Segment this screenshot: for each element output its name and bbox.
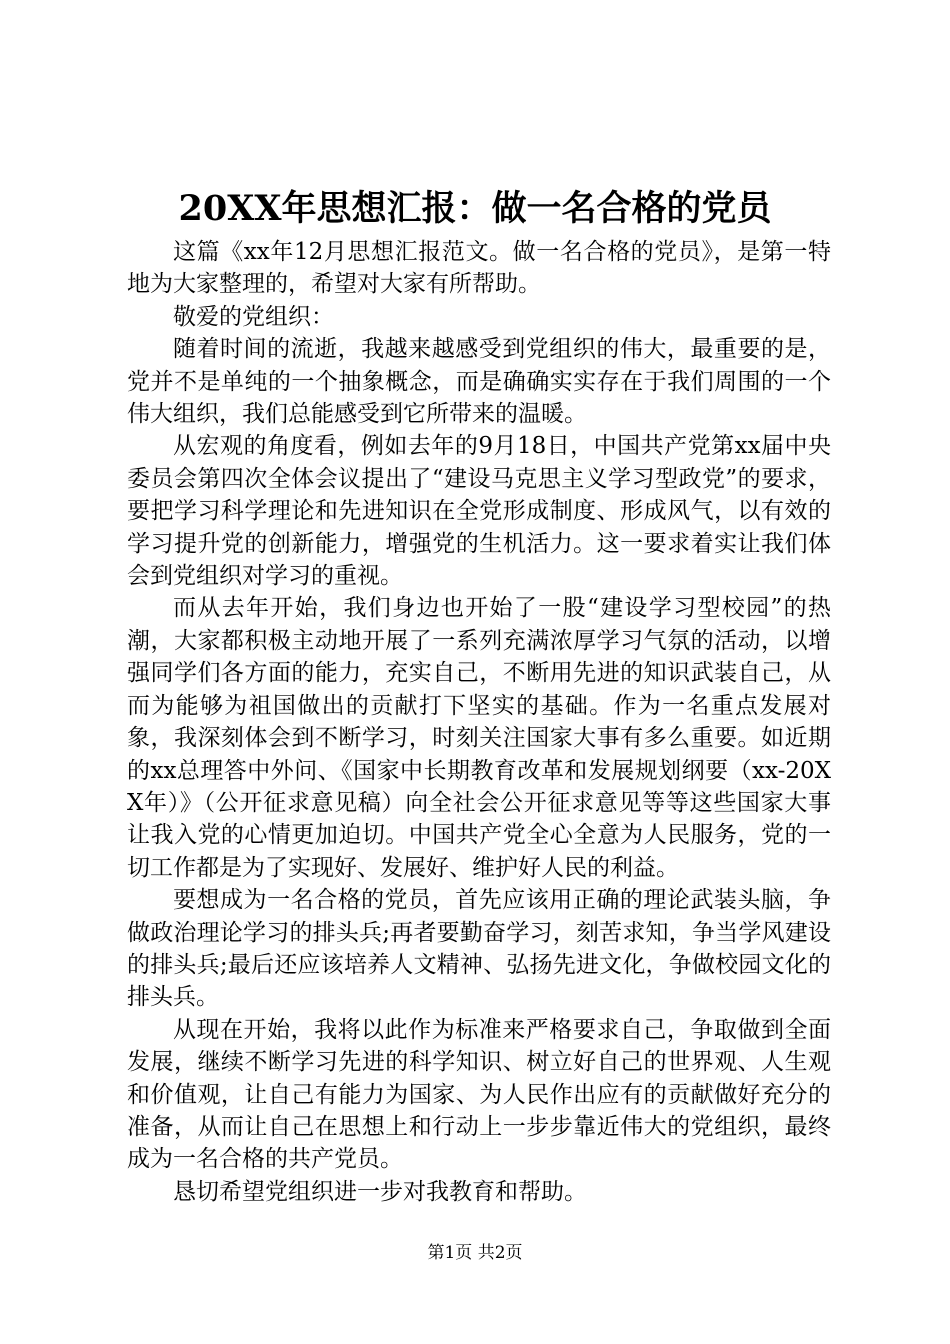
- paragraph-body: 要想成为一名合格的党员，首先应该用正确的理论武装头脑，争做政治理论学习的排头兵;再者要勤奋学习，刻苦求知，争当学风建设的排头兵;最后还应该培养人文精神、弘扬先进文化，争做校园文化的排头兵。: [127, 887, 831, 1011]
- paragraph-closing: 恳切希望党组织进一步对我教育和帮助。: [173, 1178, 587, 1205]
- paragraph-body: 随着时间的流逝，我越来越感受到党组织的伟大，最重要的是，党并不是单纯的一个抽象概念，而是确确实实存在于我们周围的一个伟大组织，我们总能感受到它所带来的温暖。: [127, 336, 831, 428]
- paragraph-salutation: 敬爱的党组织：: [173, 303, 334, 330]
- paragraph-intro: 这篇《xx年12月思想汇报范文。做一名合格的党员》，是第一特地为大家整理的，希望对大家有所帮助。: [127, 239, 831, 298]
- paragraph-body: 从现在开始，我将以此作为标准来严格要求自己，争取做到全面发展，继续不断学习先进的科学知识、树立好自己的世界观、人生观和价值观，让自己有能力为国家、为人民作出应有的贡献做好充分的准备，从而让自己在思想上和行动上一步步靠近伟大的党组织，最终成为一名合格的共产党员。: [127, 1016, 831, 1173]
- paragraph-body: 而从去年开始，我们身边也开始了一股“建设学习型校园”的热潮，大家都积极主动地开展了一系列充满浓厚学习气氛的活动，以增强同学们各方面的能力，充实自己，不断用先进的知识武装自己，从而为能够为祖国做出的贡献打下坚实的基础。作为一名重点发展对象，我深刻体会到不断学习，时刻关注国家大事有多么重要。如近期的xx总理答中外问、《国家中长期教育改革和发展规划纲要（xx-20XX年）》（公开征求意见稿）向全社会公开征求意见等等这些国家大事让我入党的心情更加迫切。中国共产党全心全意为人民服务，党的一切工作都是为了实现好、发展好、维护好人民的利益。: [127, 595, 831, 881]
- page-number-footer: 第1页 共2页: [427, 1243, 523, 1263]
- paragraph-body: 从宏观的角度看，例如去年的9月18日，中国共产党第xx届中央委员会第四次全体会议提出了“建设马克思主义学习型政党”的要求，要把学习科学理论和先进知识在全党形成制度、形成风气，以有效的学习提升党的创新能力，增强党的生机活力。这一要求着实让我们体会到党组织对学习的重视。: [127, 433, 831, 590]
- document-title: 20XX年思想汇报：做一名合格的党员: [178, 188, 772, 229]
- document-body: [127, 236, 831, 1208]
